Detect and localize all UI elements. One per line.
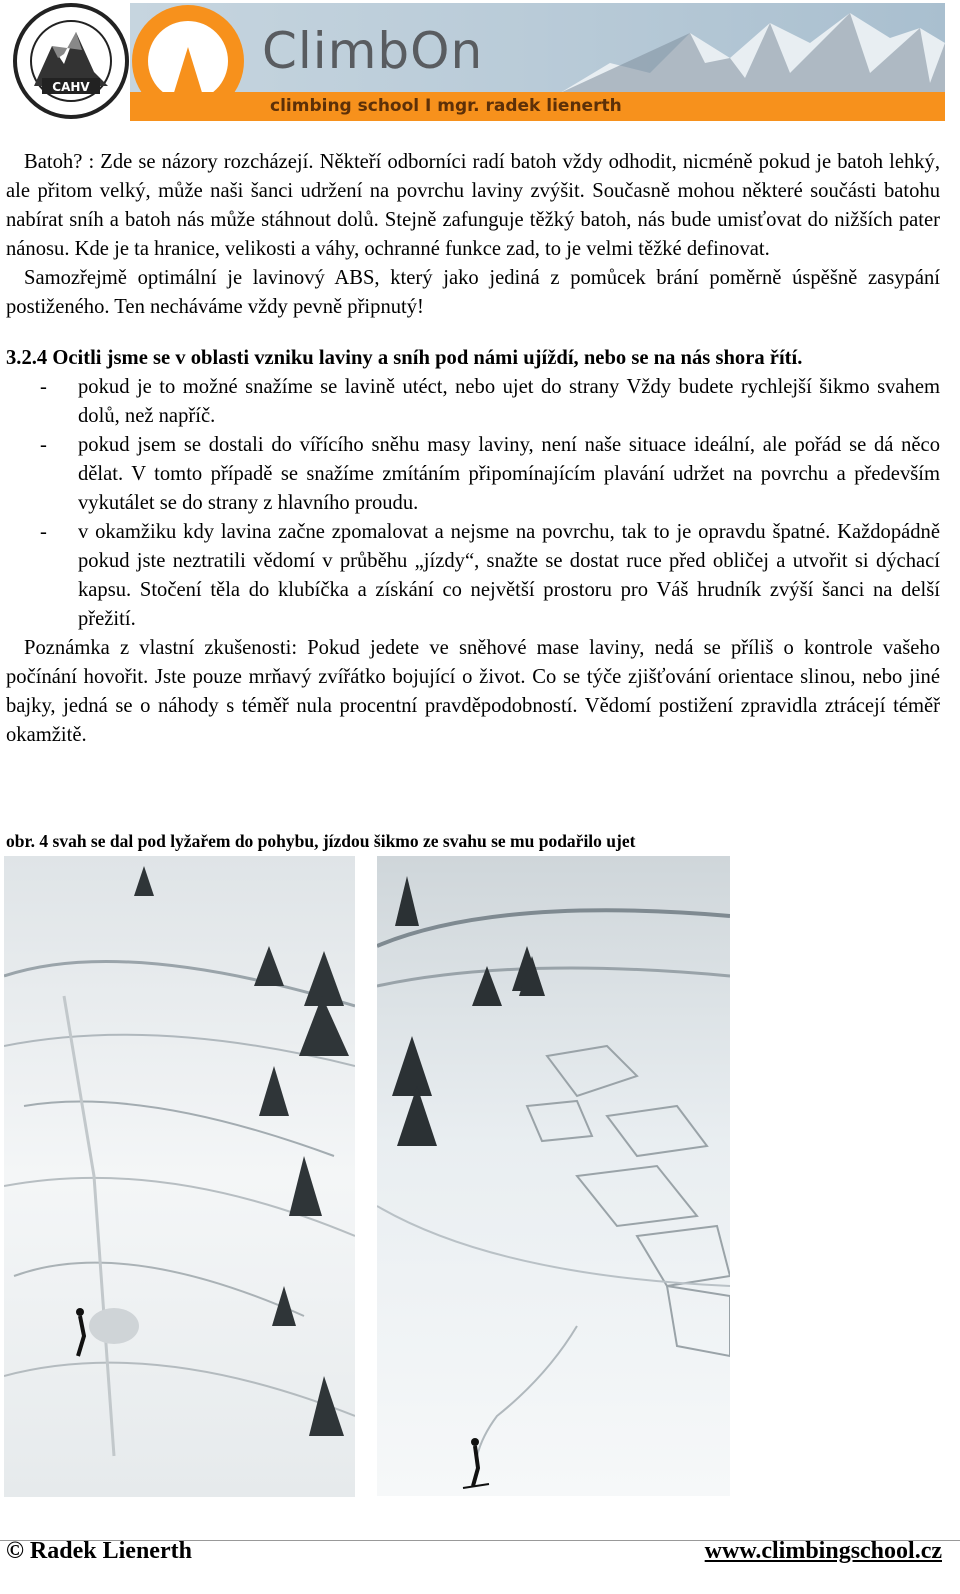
tagline: climbing school I mgr. radek lienerth bbox=[270, 96, 622, 116]
page-header bbox=[0, 0, 960, 130]
avalanche-photo-right bbox=[377, 856, 730, 1496]
bullet-text: v okamžiku kdy lavina začne zpomalovat a nejsme na povrchu, tak to je opravdu špatné. Každopádně pokud jste neztratili vědomí v průběhu „jízdy“, snažte se dostat ruce před obličej a utvořit si dýchací kapsu. Stočení těla do klubíčka a získání co největší prostoru pro Váš hrudník zvýší šanci na delší přežití. bbox=[78, 521, 940, 630]
bullet-dash: - bbox=[40, 376, 47, 398]
list-item bbox=[6, 431, 940, 518]
bullet-list bbox=[6, 373, 940, 634]
seal-abbr: CAHV bbox=[52, 80, 90, 94]
paragraph-abs: Samozřejmě optimální je lavinový ABS, který jako jediná z pomůcek brání poměrně úspěšně zasypání postiženého. Ten necháváme vždy pevně připnutý! bbox=[6, 267, 940, 318]
article-body bbox=[6, 148, 940, 750]
bullet-text: pokud jsem se dostali do vířícího sněhu masy laviny, není naše situace ideální, ale pořád se dá něco dělat. V tomto případě se snažíme zmítáním připomínajícím plavání udržet na povrchu a především vykutálet se do strany z hlavního proudu. bbox=[78, 434, 940, 514]
footer-website-link[interactable]: www.climbingschool.cz bbox=[704, 1538, 942, 1564]
bullet-dash: - bbox=[40, 434, 47, 456]
paragraph-backpack: Batoh? : Zde se názory rozcházejí. Někteří odborníci radí batoh vždy odhodit, nicméně pokud je batoh lehký, ale přitom velký, může naši šanci udržení na povrchu laviny zvýšit. Současně mohou některé součásti batohu nabírat sníh a batoh nás může stáhnout dolů. Stejně zafunguje těžký batoh, nás bude umisťovat do nižších pater nánosu. Kde je ta hranice, velikosti a váhy, ochranné funkce zad, to je velmi těžké definovat. bbox=[6, 151, 940, 260]
cahv-seal-logo bbox=[12, 2, 130, 120]
section-heading: 3.2.4 Ocitli jsme se v oblasti vzniku laviny a sníh pod námi ujíždí, nebo se na nás shora řítí. bbox=[6, 347, 803, 369]
bullet-text: pokud je to možné snažíme se lavině utéct, nebo ujet do strany Vždy budete rychlejší šikmo svahem dolů, než napříč. bbox=[78, 376, 940, 427]
paragraph-note: Poznámka z vlastní zkušenosti: Pokud jedete ve sněhové mase laviny, nedá se příliš o kontrole vašeho počínání hovořit. Jste pouze mrňavý zvířátko bojující o život. Co se týče zjišťování orientace slinou, nebo jiné bajky, jedná se o náhody s téměř nula procentní pravděpodobností. Vědomí postižení zpravidla ztrácejí téměř okamžitě. bbox=[6, 637, 940, 746]
avalanche-photo-left bbox=[4, 856, 355, 1497]
footer-copyright: © Radek Lienerth bbox=[6, 1538, 192, 1564]
bullet-dash: - bbox=[40, 521, 47, 543]
list-item bbox=[6, 518, 940, 634]
brand-name: ClimbOn bbox=[262, 22, 484, 80]
list-item bbox=[6, 373, 940, 431]
figure-caption: obr. 4 svah se dal pod lyžařem do pohybu, jízdou šikmo ze svahu se mu podařilo ujet bbox=[6, 831, 636, 851]
